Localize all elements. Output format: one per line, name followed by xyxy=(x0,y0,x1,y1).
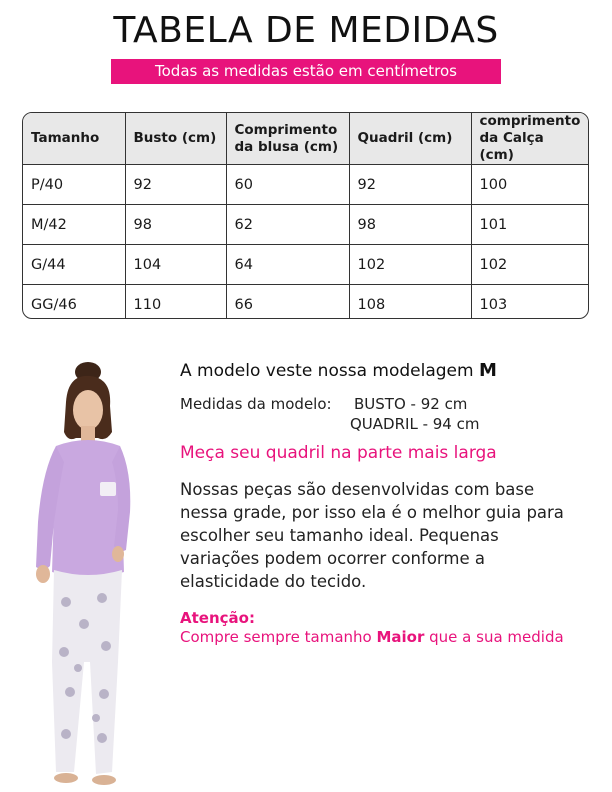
model-size: M xyxy=(478,360,497,381)
table-row xyxy=(23,165,588,205)
hip-measure: QUADRIL - 94 cm xyxy=(350,415,480,433)
header-cell: Comprimento da blusa (cm) xyxy=(226,113,349,165)
attention-text-before: Compre sempre tamanho xyxy=(180,628,377,646)
header-cell: Quadril (cm) xyxy=(349,113,471,165)
table-cell: 100 xyxy=(471,165,588,205)
attention-text xyxy=(180,628,564,646)
table-cell: G/44 xyxy=(23,245,125,285)
table-cell: 92 xyxy=(125,165,226,205)
table-cell: M/42 xyxy=(23,205,125,245)
page-title: TABELA DE MEDIDAS xyxy=(113,10,499,51)
model-measures xyxy=(180,394,479,434)
model-photo xyxy=(14,362,144,790)
model-size-line xyxy=(180,360,497,381)
attention-title: Atenção: xyxy=(180,609,255,627)
table-row xyxy=(23,245,588,285)
measures-label: Medidas da modelo: xyxy=(180,395,332,413)
table-cell: 64 xyxy=(226,245,349,285)
hip-tip: Meça seu quadril na parte mais larga xyxy=(180,443,497,463)
table-cell: 102 xyxy=(349,245,471,285)
table-row xyxy=(23,205,588,245)
table-cell: 104 xyxy=(125,245,226,285)
header-cell: comprimento da Calça (cm) xyxy=(471,113,588,165)
subtitle-banner: Todas as medidas estão em centímetros xyxy=(111,59,501,84)
table-cell: 98 xyxy=(349,205,471,245)
table-header-row xyxy=(23,113,588,165)
table-cell: GG/46 xyxy=(23,285,125,320)
header-cell: Tamanho xyxy=(23,113,125,165)
table-cell: 62 xyxy=(226,205,349,245)
model-line-text: A modelo veste nossa modelagem xyxy=(180,361,479,381)
table-cell: 108 xyxy=(349,285,471,320)
table-cell: 103 xyxy=(471,285,588,320)
attention-bold: Maior xyxy=(376,628,425,646)
attention-text-after: que a sua medida xyxy=(424,628,564,646)
header-cell: Busto (cm) xyxy=(125,113,226,165)
table-cell: 98 xyxy=(125,205,226,245)
table-cell: 60 xyxy=(226,165,349,205)
bust-measure: BUSTO - 92 cm xyxy=(354,395,468,413)
table-cell: 102 xyxy=(471,245,588,285)
size-table xyxy=(22,112,589,319)
table-cell: P/40 xyxy=(23,165,125,205)
table-row xyxy=(23,285,588,320)
table-cell: 92 xyxy=(349,165,471,205)
description-paragraph: Nossas peças são desenvolvidas com base nessa grade, por isso ela é o melhor guia para escolher seu tamanho ideal. Pequenas variações podem ocorrer conforme a elasticidade do tecido. xyxy=(180,480,564,591)
table-cell: 110 xyxy=(125,285,226,320)
table-cell: 66 xyxy=(226,285,349,320)
table-cell: 101 xyxy=(471,205,588,245)
